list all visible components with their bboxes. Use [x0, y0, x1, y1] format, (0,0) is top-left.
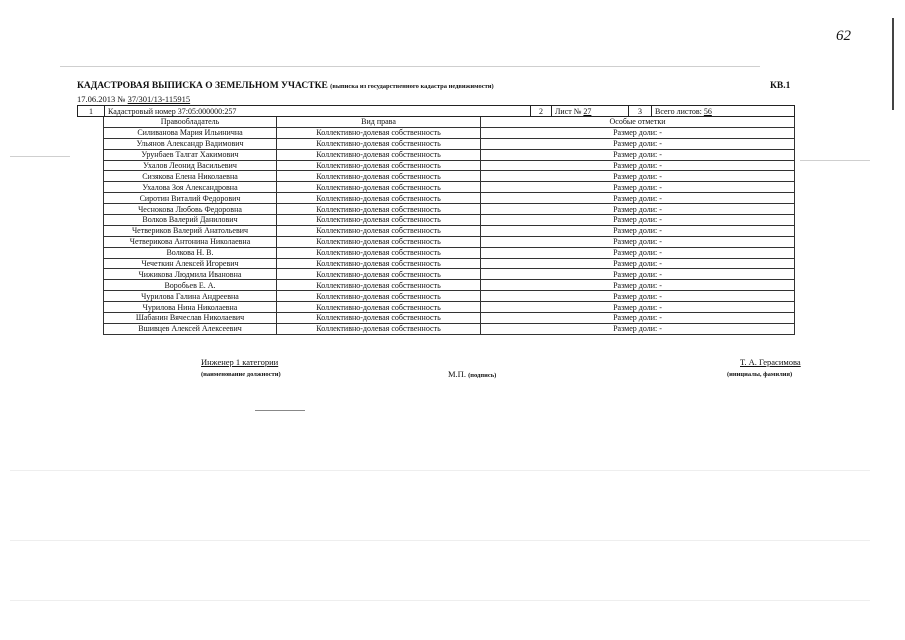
table-row: [104, 182, 795, 193]
special-notes-cell: Размер доли: -: [481, 215, 795, 226]
special-notes-cell: Размер доли: -: [481, 149, 795, 160]
scan-noise: [255, 410, 305, 411]
right-type-cell: Коллективно-долевая собственность: [277, 182, 481, 193]
column-header-owner: Правообладатель: [104, 117, 277, 127]
owner-name-cell: Ухалов Леонид Васильевич: [104, 160, 277, 171]
right-type-cell: Коллективно-долевая собственность: [277, 291, 481, 302]
table-row: [104, 215, 795, 226]
document-title-text: КАДАСТРОВАЯ ВЫПИСКА О ЗЕМЕЛЬНОМ УЧАСТКЕ: [77, 81, 328, 91]
right-type-cell: Коллективно-долевая собственность: [277, 171, 481, 182]
owner-name-cell: Шабанин Вячеслав Николаевич: [104, 313, 277, 324]
owners-table-body: [104, 127, 795, 334]
special-notes-cell: Размер доли: -: [481, 247, 795, 258]
header-cell-index-1: 1: [78, 106, 105, 117]
owner-name-cell: Воробьев Е. А.: [104, 280, 277, 291]
right-type-cell: Коллективно-долевая собственность: [277, 269, 481, 280]
table-row: [104, 258, 795, 269]
document-date: 17.06.2013: [77, 94, 116, 104]
page-number: 62: [836, 28, 851, 44]
table-row: [104, 302, 795, 313]
cadastral-number: 37:05:000000:257: [177, 106, 237, 116]
special-notes-cell: Размер доли: -: [481, 193, 795, 204]
right-type-cell: Коллективно-долевая собственность: [277, 236, 481, 247]
right-type-cell: Коллективно-долевая собственность: [277, 160, 481, 171]
owner-name-cell: Четверикова Антонина Николаевна: [104, 236, 277, 247]
scan-noise: [10, 156, 70, 157]
table-row: [104, 291, 795, 302]
right-type-cell: Коллективно-долевая собственность: [277, 127, 481, 138]
sheet-number: 27: [583, 106, 592, 116]
document-title: [77, 81, 494, 91]
table-row: [104, 269, 795, 280]
right-type-cell: Коллективно-долевая собственность: [277, 247, 481, 258]
table-row: [104, 204, 795, 215]
stamp-label: М.П.: [448, 369, 466, 379]
owner-name-cell: Силиванова Мария Ильинична: [104, 127, 277, 138]
owner-name-cell: Четвериков Валерий Анатольевич: [104, 225, 277, 236]
document-date-line: [77, 94, 190, 104]
table-row: [104, 236, 795, 247]
special-notes-cell: Размер доли: -: [481, 302, 795, 313]
owner-name-cell: Чеснокова Любовь Федоровна: [104, 204, 277, 215]
special-notes-cell: Размер доли: -: [481, 171, 795, 182]
right-type-cell: Коллективно-долевая собственность: [277, 225, 481, 236]
right-type-cell: Коллективно-долевая собственность: [277, 149, 481, 160]
right-type-cell: Коллективно-долевая собственность: [277, 302, 481, 313]
owner-name-cell: Чечеткин Алексей Игоревич: [104, 258, 277, 269]
table-row: [104, 247, 795, 258]
owner-name-cell: Ульянов Александр Вадимович: [104, 138, 277, 149]
special-notes-cell: Размер доли: -: [481, 313, 795, 324]
owner-name-cell: Ухалова Зоя Александровна: [104, 182, 277, 193]
stamp-caption: (подпись): [468, 372, 497, 379]
stamp-area: [448, 369, 496, 379]
cadastral-number-label: Кадастровый номер: [108, 106, 176, 116]
owner-name-cell: Чурилова Галина Андреевна: [104, 291, 277, 302]
table-row: [104, 149, 795, 160]
cadastral-number-cell: [105, 106, 531, 117]
signer-name: [740, 357, 801, 367]
special-notes-cell: Размер доли: -: [481, 323, 795, 334]
table-row: [104, 323, 795, 334]
special-notes-cell: Размер доли: -: [481, 269, 795, 280]
special-notes-cell: Размер доли: -: [481, 204, 795, 215]
right-type-cell: Коллективно-долевая собственность: [277, 138, 481, 149]
right-type-cell: Коллективно-долевая собственность: [277, 280, 481, 291]
right-type-cell: Коллективно-долевая собственность: [277, 313, 481, 324]
table-row: [104, 160, 795, 171]
owners-table: [103, 117, 795, 335]
table-row: [104, 280, 795, 291]
column-header-right-type: Вид права: [277, 117, 481, 127]
right-type-cell: Коллективно-долевая собственность: [277, 323, 481, 334]
table-row: [104, 127, 795, 138]
total-sheets: 56: [703, 106, 712, 116]
right-type-cell: Коллективно-долевая собственность: [277, 204, 481, 215]
document-number: 37/301/13-115915: [127, 94, 191, 104]
owner-name-cell: Сизякова Елена Николаевна: [104, 171, 277, 182]
signer-position-text: Инженер 1 категории: [201, 357, 279, 367]
column-header-special-notes: Особые отметки: [481, 117, 795, 127]
table-row: [104, 138, 795, 149]
header-cell-index-2: 2: [531, 106, 552, 117]
special-notes-cell: Размер доли: -: [481, 160, 795, 171]
special-notes-cell: Размер доли: -: [481, 225, 795, 236]
table-row: [104, 171, 795, 182]
signer-name-caption: (инициалы, фамилия): [727, 371, 793, 378]
document-number-prefix: №: [117, 94, 126, 104]
right-type-cell: Коллективно-долевая собственность: [277, 258, 481, 269]
owner-name-cell: Волков Валерий Данилович: [104, 215, 277, 226]
header-cell-index-3: 3: [629, 106, 652, 117]
signer-position-caption: (наименование должности): [201, 371, 281, 378]
owner-name-cell: Чурилова Нина Николаевна: [104, 302, 277, 313]
owner-name-cell: Вшивцев Алексей Алексеевич: [104, 323, 277, 334]
special-notes-cell: Размер доли: -: [481, 236, 795, 247]
sheet-number-label: Лист №: [555, 106, 582, 116]
scan-noise: [10, 540, 870, 541]
special-notes-cell: Размер доли: -: [481, 138, 795, 149]
special-notes-cell: Размер доли: -: [481, 280, 795, 291]
scan-edge: [892, 18, 894, 110]
special-notes-cell: Размер доли: -: [481, 291, 795, 302]
special-notes-cell: Размер доли: -: [481, 182, 795, 193]
document-title-note: (выписка из государственного кадастра недвижимости): [330, 83, 494, 90]
right-type-cell: Коллективно-долевая собственность: [277, 215, 481, 226]
signer-position: [201, 357, 278, 367]
header-table: [77, 105, 795, 117]
signer-name-text: Т. А. Герасимова: [740, 357, 801, 367]
total-sheets-label: Всего листов:: [655, 106, 702, 116]
form-code: КВ.1: [770, 81, 791, 91]
special-notes-cell: Размер доли: -: [481, 258, 795, 269]
special-notes-cell: Размер доли: -: [481, 127, 795, 138]
total-sheets-cell: [652, 106, 795, 117]
right-type-cell: Коллективно-долевая собственность: [277, 193, 481, 204]
table-row: [104, 313, 795, 324]
owner-name-cell: Чижикова Людмила Ивановна: [104, 269, 277, 280]
header-row: [78, 106, 795, 117]
owner-name-cell: Урунбаев Талгат Хакимович: [104, 149, 277, 160]
scan-noise: [800, 160, 870, 161]
sheet-number-cell: [552, 106, 629, 117]
scan-noise: [60, 66, 760, 67]
scan-noise: [10, 600, 870, 601]
owner-name-cell: Сиротин Виталий Федорович: [104, 193, 277, 204]
scan-noise: [10, 470, 870, 471]
owners-table-header: [104, 117, 795, 127]
table-row: [104, 225, 795, 236]
table-row: [104, 193, 795, 204]
owner-name-cell: Волкова Н. В.: [104, 247, 277, 258]
